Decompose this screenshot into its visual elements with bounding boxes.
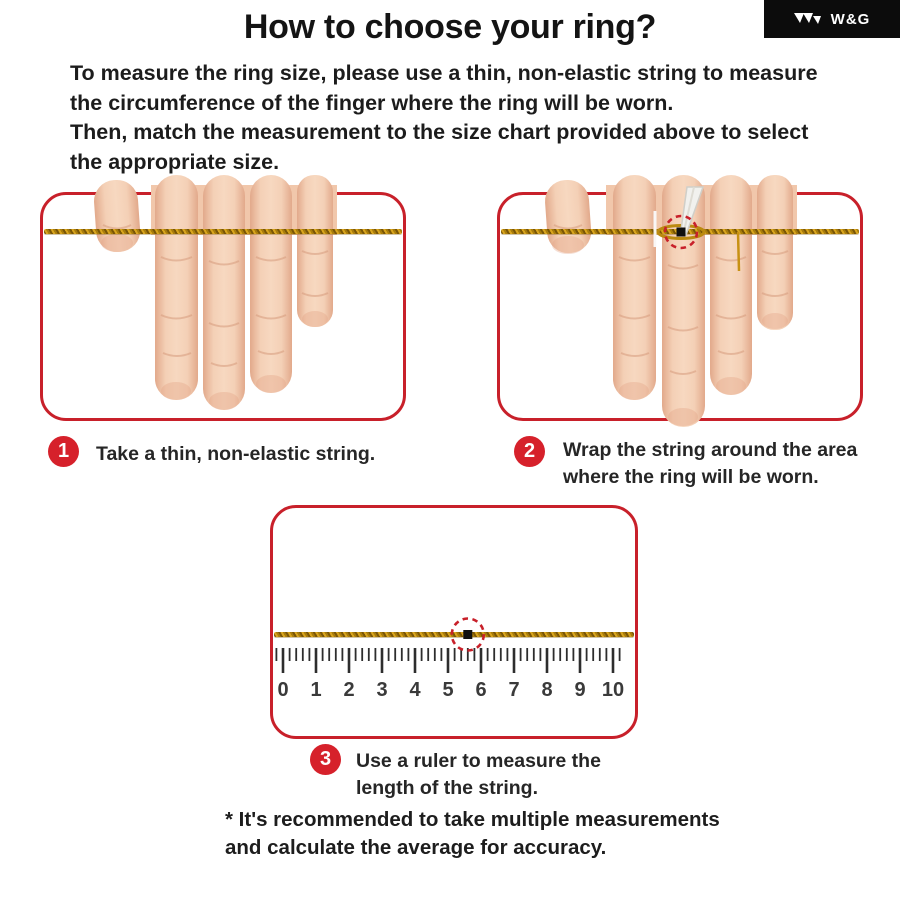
footnote-text: * It's recommended to take multiple measurements and calculate the average for accuracy. bbox=[225, 808, 720, 859]
step-1-text: Take a thin, non-elastic string. bbox=[96, 443, 376, 465]
page-title: How to choose your ring? bbox=[243, 8, 657, 46]
ink-mark bbox=[677, 228, 686, 237]
ruler-number: 1 bbox=[310, 679, 322, 701]
intro-line: To measure the ring size, please use a thin, non-elastic string to measure bbox=[70, 61, 818, 85]
wrap-marker-overlay bbox=[500, 195, 854, 418]
step-3-text: Use a ruler to measure the length of the string. bbox=[356, 750, 601, 799]
panel-ruler bbox=[270, 505, 638, 739]
intro-line: the circumference of the finger where the ring will be worn. bbox=[70, 90, 674, 115]
ink-mark bbox=[463, 630, 472, 639]
ruler-illustration bbox=[273, 508, 629, 730]
ruler-number: 8 bbox=[541, 679, 553, 701]
string-tail bbox=[738, 232, 739, 271]
panel-wrap-string bbox=[497, 192, 863, 421]
ruler-number: 5 bbox=[442, 679, 454, 701]
ruler-number: 6 bbox=[475, 679, 487, 701]
ruler-number: 3 bbox=[376, 679, 388, 701]
step-3-badge: 3 bbox=[310, 744, 341, 775]
ruler-number: 10 bbox=[601, 679, 625, 701]
panel-take-string bbox=[40, 192, 406, 421]
ruler-number: 4 bbox=[409, 679, 421, 701]
ruler-number: 0 bbox=[277, 679, 289, 701]
ruler-number: 2 bbox=[343, 679, 355, 701]
triple-chevron-icon bbox=[794, 12, 824, 27]
string-illustration bbox=[44, 229, 402, 234]
brand-name: W&G bbox=[830, 10, 871, 28]
brand-logo bbox=[764, 0, 900, 38]
step-2-badge: 2 bbox=[514, 436, 545, 467]
intro-line: Then, match the measurement to the size chart provided above to select bbox=[70, 120, 809, 144]
step-1-badge: 1 bbox=[48, 436, 79, 467]
intro-line: the appropriate size. bbox=[70, 149, 280, 174]
ruler-number: 9 bbox=[574, 679, 586, 701]
step-2-text: Wrap the string around the area where the ring will be worn. bbox=[563, 439, 858, 488]
ruler-number: 7 bbox=[508, 679, 520, 701]
intro-text bbox=[70, 59, 818, 177]
